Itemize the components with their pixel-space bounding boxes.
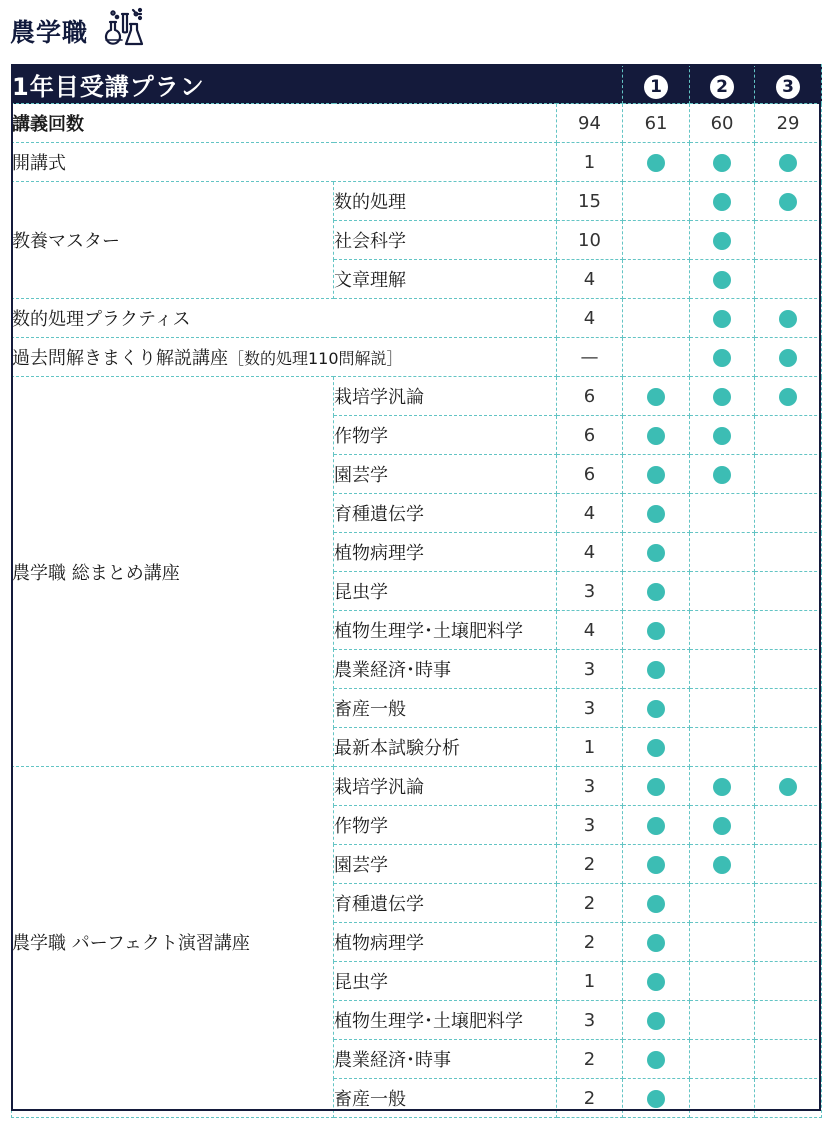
included-dot-icon [647, 973, 665, 991]
plan-3-cell [755, 377, 822, 416]
course-name [12, 143, 557, 182]
included-dot-icon [779, 388, 797, 406]
plan-header-3 [755, 65, 822, 104]
page-header [10, 6, 146, 56]
plan-1-cell [623, 143, 690, 182]
subject-name: 農業経済･時事 [334, 1040, 557, 1079]
plan-number-badge: 2 [710, 75, 734, 99]
lecture-count: 1 [557, 143, 623, 182]
plan-2-cell [690, 1040, 755, 1079]
plan-1-cell [623, 338, 690, 377]
plan-1-cell [623, 650, 690, 689]
included-dot-icon [647, 661, 665, 679]
plan-2-cell [690, 182, 755, 221]
plan-1-cell [623, 455, 690, 494]
plan-2-cell [690, 611, 755, 650]
plan-1-cell [623, 689, 690, 728]
included-dot-icon [647, 1051, 665, 1069]
plan-2-cell [690, 845, 755, 884]
lecture-count: 3 [557, 767, 623, 806]
lecture-count: 4 [557, 611, 623, 650]
plan-2-cell [690, 338, 755, 377]
plan-1-cell [623, 884, 690, 923]
included-dot-icon [647, 778, 665, 796]
plan-2-cell [690, 494, 755, 533]
lecture-count: 2 [557, 845, 623, 884]
plan-1-cell [623, 923, 690, 962]
lecture-count: 15 [557, 182, 623, 221]
plan-1-cell [623, 377, 690, 416]
plan-1-cell [623, 962, 690, 1001]
included-dot-icon [647, 544, 665, 562]
included-dot-icon [647, 466, 665, 484]
plan-3-cell [755, 689, 822, 728]
plan-3-cell [755, 1001, 822, 1040]
course-group-name: 農学職 パーフェクト演習講座 [12, 767, 334, 1118]
plan-1-cell [623, 845, 690, 884]
flask-icon [100, 6, 146, 56]
plan-1-cell [623, 611, 690, 650]
subject-name: 昆虫学 [334, 572, 557, 611]
lecture-count: 6 [557, 416, 623, 455]
subject-name: 栽培学汎論 [334, 767, 557, 806]
subject-name: 園芸学 [334, 455, 557, 494]
table-row [12, 299, 822, 338]
table-row [12, 182, 822, 221]
included-dot-icon [779, 154, 797, 172]
plan-number-badge: 1 [644, 75, 668, 99]
course-name [12, 299, 557, 338]
lecture-count: 2 [557, 1040, 623, 1079]
plan-1-cell [623, 806, 690, 845]
plan-2-cell [690, 1001, 755, 1040]
plan-3-cell [755, 338, 822, 377]
subject-name: 文章理解 [334, 260, 557, 299]
plan-3-count: 29 [755, 104, 822, 143]
course-note: ［数的処理110問解説］ [228, 349, 403, 368]
lecture-count: 6 [557, 377, 623, 416]
included-dot-icon [647, 856, 665, 874]
subject-name: 植物病理学 [334, 923, 557, 962]
plan-1-cell [623, 1079, 690, 1118]
included-dot-icon [647, 817, 665, 835]
plan-2-cell [690, 650, 755, 689]
included-dot-icon [713, 310, 731, 328]
plan-2-cell [690, 143, 755, 182]
table-row [12, 338, 822, 377]
lecture-count-row [12, 104, 822, 143]
plan-3-cell [755, 650, 822, 689]
included-dot-icon [647, 622, 665, 640]
course-name-text: 数的処理プラクティス [12, 309, 191, 330]
lecture-count: 4 [557, 260, 623, 299]
included-dot-icon [713, 466, 731, 484]
plan-2-cell [690, 884, 755, 923]
included-dot-icon [779, 349, 797, 367]
course-group-name: 教養マスター [12, 182, 334, 299]
plan-table [11, 64, 822, 1118]
plan-2-cell [690, 299, 755, 338]
plan-2-cell [690, 533, 755, 572]
plan-1-cell [623, 299, 690, 338]
plan-3-cell [755, 962, 822, 1001]
plan-3-cell [755, 923, 822, 962]
lecture-count: 4 [557, 299, 623, 338]
table-row [12, 143, 822, 182]
plan-3-cell [755, 260, 822, 299]
subject-name: 栽培学汎論 [334, 377, 557, 416]
included-dot-icon [713, 778, 731, 796]
subject-name: 育種遺伝学 [334, 494, 557, 533]
included-dot-icon [647, 1012, 665, 1030]
included-dot-icon [647, 583, 665, 601]
lecture-count: 1 [557, 728, 623, 767]
plan-2-cell [690, 689, 755, 728]
included-dot-icon [713, 193, 731, 211]
course-group-name: 農学職 総まとめ講座 [12, 377, 334, 767]
lecture-count: 3 [557, 572, 623, 611]
included-dot-icon [779, 193, 797, 211]
subject-name: 社会科学 [334, 221, 557, 260]
subject-name: 育種遺伝学 [334, 884, 557, 923]
plan-header-1 [623, 65, 690, 104]
lecture-count: — [557, 338, 623, 377]
plan-1-cell [623, 494, 690, 533]
plan-1-cell [623, 221, 690, 260]
included-dot-icon [713, 232, 731, 250]
subject-name: 植物生理学･土壌肥料学 [334, 1001, 557, 1040]
plan-1-cell [623, 182, 690, 221]
plan-3-cell [755, 767, 822, 806]
plan-2-cell [690, 377, 755, 416]
plan-3-cell [755, 299, 822, 338]
plan-1-cell [623, 1001, 690, 1040]
plan-2-cell [690, 1079, 755, 1118]
lecture-count: 4 [557, 494, 623, 533]
course-name-text: 開講式 [12, 153, 66, 174]
included-dot-icon [647, 388, 665, 406]
included-dot-icon [647, 505, 665, 523]
lecture-count: 4 [557, 533, 623, 572]
plan-3-cell [755, 611, 822, 650]
included-dot-icon [713, 427, 731, 445]
included-dot-icon [713, 856, 731, 874]
plan-1-count: 61 [623, 104, 690, 143]
plan-3-cell [755, 806, 822, 845]
table-title: 1年目受講プラン [12, 65, 623, 104]
plan-number-badge: 3 [776, 75, 800, 99]
lecture-count: 10 [557, 221, 623, 260]
subject-name: 植物生理学･土壌肥料学 [334, 611, 557, 650]
lecture-count: 3 [557, 689, 623, 728]
lecture-count: 1 [557, 962, 623, 1001]
plan-3-cell [755, 455, 822, 494]
included-dot-icon [647, 895, 665, 913]
included-dot-icon [647, 934, 665, 952]
plan-2-count: 60 [690, 104, 755, 143]
lecture-count-label: 講義回数 [12, 104, 557, 143]
plan-2-cell [690, 416, 755, 455]
included-dot-icon [647, 1090, 665, 1108]
page-title: 農学職 [10, 18, 89, 47]
plan-1-cell [623, 572, 690, 611]
subject-name: 農業経済･時事 [334, 650, 557, 689]
plan-3-cell [755, 572, 822, 611]
plan-3-cell [755, 533, 822, 572]
plan-3-cell [755, 1040, 822, 1079]
subject-name: 最新本試験分析 [334, 728, 557, 767]
lecture-count: 6 [557, 455, 623, 494]
lecture-count: 3 [557, 806, 623, 845]
included-dot-icon [647, 739, 665, 757]
subject-name: 畜産一般 [334, 1079, 557, 1118]
included-dot-icon [713, 271, 731, 289]
plan-3-cell [755, 728, 822, 767]
plan-2-cell [690, 767, 755, 806]
plan-2-cell [690, 455, 755, 494]
course-name [12, 338, 557, 377]
table-header-row [12, 65, 822, 104]
subject-name: 数的処理 [334, 182, 557, 221]
subject-name: 園芸学 [334, 845, 557, 884]
plan-3-cell [755, 221, 822, 260]
plan-2-cell [690, 728, 755, 767]
included-dot-icon [779, 310, 797, 328]
included-dot-icon [713, 388, 731, 406]
plan-1-cell [623, 416, 690, 455]
included-dot-icon [713, 817, 731, 835]
table-row [12, 767, 822, 806]
subject-name: 作物学 [334, 806, 557, 845]
plan-2-cell [690, 260, 755, 299]
included-dot-icon [779, 778, 797, 796]
lecture-count: 2 [557, 884, 623, 923]
lecture-count: 2 [557, 923, 623, 962]
lecture-count: 3 [557, 650, 623, 689]
plan-3-cell [755, 494, 822, 533]
plan-header-2 [690, 65, 755, 104]
lecture-count: 3 [557, 1001, 623, 1040]
plan-3-cell [755, 143, 822, 182]
included-dot-icon [647, 427, 665, 445]
included-dot-icon [647, 700, 665, 718]
table-row [12, 377, 822, 416]
included-dot-icon [713, 154, 731, 172]
subject-name: 昆虫学 [334, 962, 557, 1001]
included-dot-icon [647, 154, 665, 172]
plan-2-cell [690, 923, 755, 962]
plan-1-cell [623, 260, 690, 299]
plan-2-cell [690, 221, 755, 260]
plan-1-cell [623, 1040, 690, 1079]
plan-1-cell [623, 533, 690, 572]
plan-2-cell [690, 806, 755, 845]
plan-3-cell [755, 884, 822, 923]
lecture-count-total: 94 [557, 104, 623, 143]
plan-1-cell [623, 728, 690, 767]
plan-2-cell [690, 962, 755, 1001]
subject-name: 植物病理学 [334, 533, 557, 572]
lecture-count: 2 [557, 1079, 623, 1118]
plan-3-cell [755, 1079, 822, 1118]
subject-name: 畜産一般 [334, 689, 557, 728]
plan-3-cell [755, 182, 822, 221]
plan-3-cell [755, 416, 822, 455]
subject-name: 作物学 [334, 416, 557, 455]
course-name-text: 過去問解きまくり解説講座 [12, 348, 228, 369]
plan-2-cell [690, 572, 755, 611]
included-dot-icon [713, 349, 731, 367]
plan-1-cell [623, 767, 690, 806]
plan-3-cell [755, 845, 822, 884]
